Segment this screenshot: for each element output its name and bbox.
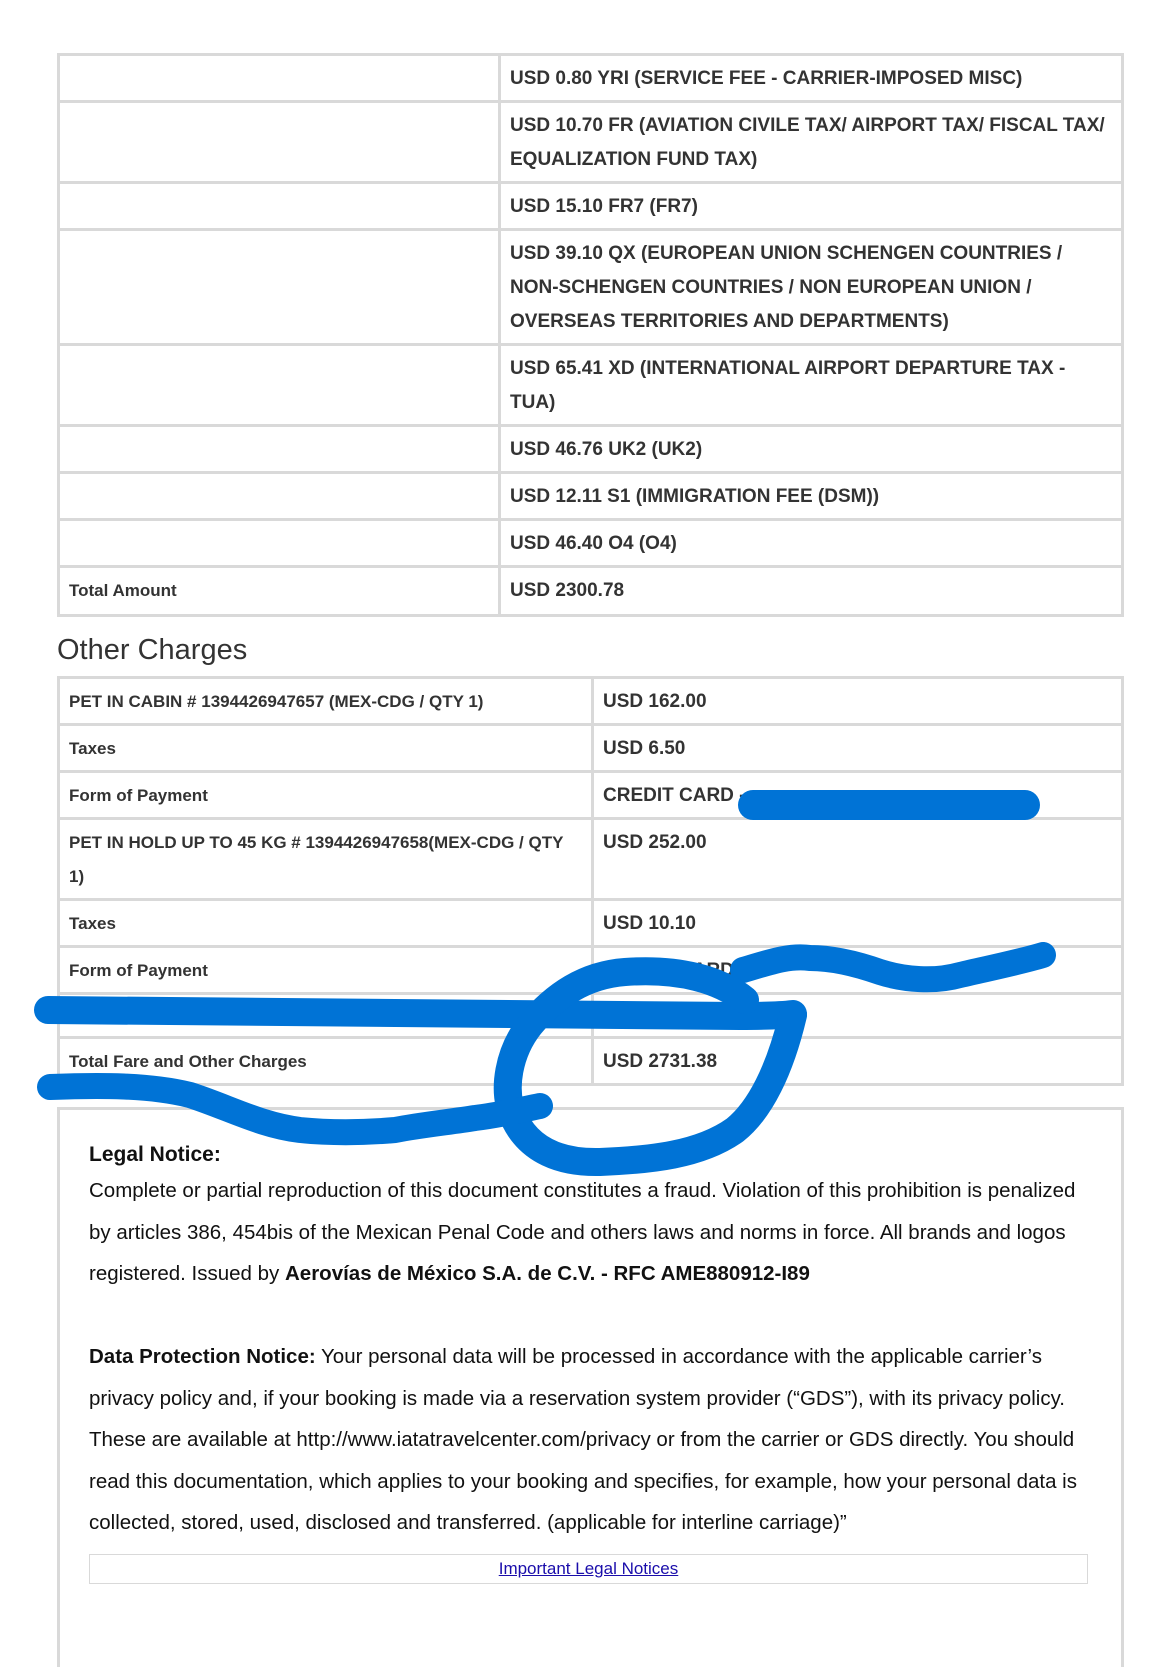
tax-value-cell: USD 0.80 YRI (SERVICE FEE - CARRIER-IMPOSED MISC) [500,55,1123,102]
other-charges-table [57,676,1124,1086]
tax-label-cell [59,473,500,520]
tax-value-cell: USD 39.10 QX (EUROPEAN UNION SCHENGEN COUNTRIES / NON-SCHENGEN COUNTRIES / NON EUROPEAN UNION / OVERSEAS TERRITORIES AND DEPARTMENTS) [500,230,1123,345]
tax-value-cell: USD 10.70 FR (AVIATION CIVILE TAX/ AIRPORT TAX/ FISCAL TAX/ EQUALIZATION FUND TAX) [500,102,1123,183]
charge-value-cell: CREDIT CARD [593,947,1123,994]
table-row [59,678,1123,725]
charge-value-cell: USD 10.10 [593,900,1123,947]
total-amount-value: USD 2300.78 [500,567,1123,616]
charge-label-cell: PET IN HOLD UP TO 45 KG # 1394426947658(MEX-CDG / QTY 1) [59,819,593,900]
table-row [59,345,1123,426]
total-fare-value: USD 2731.38 [593,1038,1123,1085]
table-row [59,426,1123,473]
tax-value-cell: USD 46.40 O4 (O4) [500,520,1123,567]
charge-value-cell: CREDIT CARD - [593,772,1123,819]
table-row [59,520,1123,567]
tax-label-cell [59,426,500,473]
table-row [59,230,1123,345]
issuer-name: Aerovías de México S.A. de C.V. - RFC AME880912-I89 [285,1262,810,1285]
table-row [59,183,1123,230]
tax-label-cell [59,102,500,183]
other-charges-title: Other Charges [57,634,248,666]
tax-value-cell: USD 12.11 S1 (IMMIGRATION FEE (DSM)) [500,473,1123,520]
table-row [59,772,1123,819]
table-row [59,819,1123,900]
table-row [59,725,1123,772]
total-amount-row [59,567,1123,616]
legal-links-bar [89,1554,1088,1584]
tax-label-cell [59,55,500,102]
charge-value-cell: USD 162.00 [593,678,1123,725]
taxes-table [57,53,1124,617]
charge-label-cell: Form of Payment [59,772,593,819]
charge-label-cell: Form of Payment [59,947,593,994]
tax-label-cell [59,183,500,230]
table-row [59,473,1123,520]
charge-value-cell [593,994,1123,1038]
tax-label-cell [59,345,500,426]
tax-value-cell: USD 46.76 UK2 (UK2) [500,426,1123,473]
charge-label-cell: PET IN CABIN # 1394426947657 (MEX-CDG / QTY 1) [59,678,593,725]
tax-label-cell [59,230,500,345]
legal-notice-paragraph [89,1170,1089,1295]
table-row [59,900,1123,947]
tax-label-cell [59,520,500,567]
charge-label-cell: Taxes [59,725,593,772]
legal-notice-heading: Legal Notice: [89,1143,221,1166]
total-fare-label: Total Fare and Other Charges [59,1038,593,1085]
charge-label-cell [59,994,593,1038]
total-fare-row [59,1038,1123,1085]
legal-notice-text: Complete or partial reproduction of this document constitutes a fraud. Violation of this prohibition is penalized by articles 386, 454bis of the Mexican Penal Code and others laws and norms in force. All brands and logos registered. Issued by [89,1179,1076,1285]
table-row [59,994,1123,1038]
table-row [59,102,1123,183]
total-amount-label: Total Amount [59,567,500,616]
table-row [59,55,1123,102]
tax-value-cell: USD 65.41 XD (INTERNATIONAL AIRPORT DEPARTURE TAX - TUA) [500,345,1123,426]
charge-value-cell: USD 252.00 [593,819,1123,900]
table-row [59,947,1123,994]
charge-value-cell: USD 6.50 [593,725,1123,772]
data-protection-paragraph [89,1336,1089,1544]
charge-label-cell: Taxes [59,900,593,947]
data-protection-label: Data Protection Notice: [89,1345,316,1368]
important-legal-notices-link[interactable]: Important Legal Notices [498,1559,679,1578]
tax-value-cell: USD 15.10 FR7 (FR7) [500,183,1123,230]
data-protection-text: Your personal data will be processed in accordance with the applicable carrier’s privacy policy and, if your booking is made via a reservation system provider (“GDS”), with its privacy policy. These are available at http://www.iatatravelcenter.com/privacy or from the carrier or GDS directly. You should read this documentation, which applies to your booking and specifies, for example, how your personal data is collected, stored, used, disclosed and transferred. (applicable for interline carriage)” [89,1345,1077,1534]
